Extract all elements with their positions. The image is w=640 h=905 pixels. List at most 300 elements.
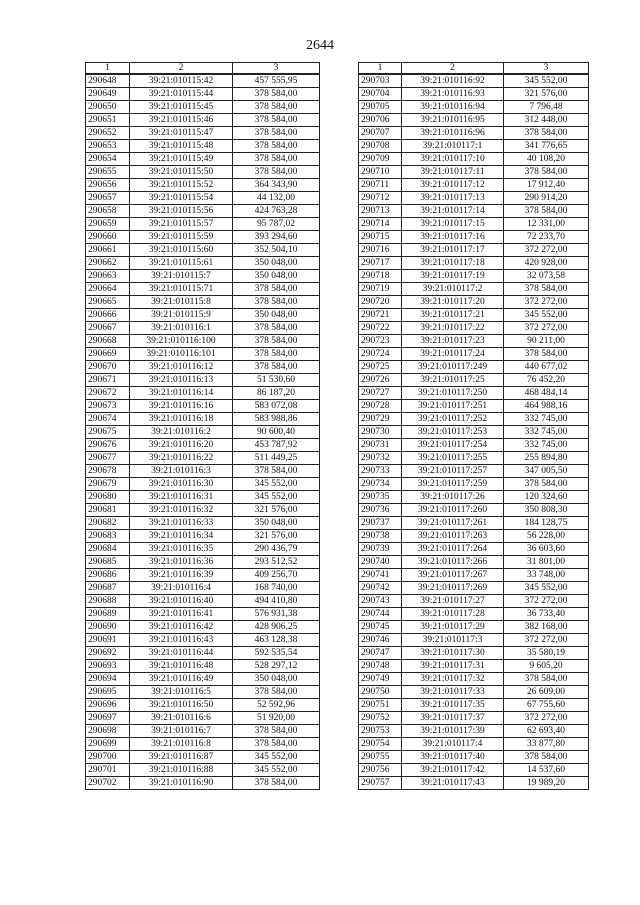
record-number-cell: 290667 (86, 322, 130, 335)
record-number-cell: 290678 (86, 465, 130, 478)
table-row (359, 244, 589, 257)
cadastral-number-cell: 39:21:010117:260 (402, 504, 504, 517)
record-number-cell: 290730 (359, 426, 402, 439)
record-number-cell: 290738 (359, 530, 402, 543)
cadastral-value-cell: 184 128,75 (504, 517, 589, 530)
table-row (359, 582, 589, 595)
record-number-cell: 290753 (359, 725, 402, 738)
record-number-cell: 290697 (86, 712, 130, 725)
record-number-cell: 290671 (86, 374, 130, 387)
record-number-cell: 290657 (86, 192, 130, 205)
table-row (86, 530, 320, 543)
cadastral-number-cell: 39:21:010117:32 (402, 673, 504, 686)
cadastral-number-cell: 39:21:010116:8 (130, 738, 233, 751)
table-row (86, 257, 320, 270)
cadastral-value-cell: 44 132,00 (233, 192, 320, 205)
cadastral-value-cell: 321 576,00 (504, 88, 589, 101)
cadastral-number-cell: 39:21:010116:33 (130, 517, 233, 530)
table-row (359, 140, 589, 153)
cadastral-number-cell: 39:21:010115:50 (130, 166, 233, 179)
record-number-cell: 290674 (86, 413, 130, 426)
cadastral-value-cell: 120 324,60 (504, 491, 589, 504)
cadastral-number-cell: 39:21:010117:43 (402, 777, 504, 790)
cadastral-number-cell: 39:21:010117:30 (402, 647, 504, 660)
record-number-cell: 290661 (86, 244, 130, 257)
cadastral-value-cell: 347 005,50 (504, 465, 589, 478)
cadastral-value-cell: 36 733,40 (504, 608, 589, 621)
table-row (359, 569, 589, 582)
cadastral-number-cell: 39:21:010117:42 (402, 764, 504, 777)
cadastral-number-cell: 39:21:010116:31 (130, 491, 233, 504)
record-number-cell: 290714 (359, 218, 402, 231)
table-row (359, 231, 589, 244)
cadastral-value-cell: 378 584,00 (233, 777, 320, 790)
column-header-3: 3 (504, 63, 589, 75)
table-row (359, 751, 589, 764)
record-number-cell: 290691 (86, 634, 130, 647)
cadastral-value-cell: 464 988,16 (504, 400, 589, 413)
cadastral-number-cell: 39:21:010116:6 (130, 712, 233, 725)
record-number-cell: 290653 (86, 140, 130, 153)
cadastral-number-cell: 39:21:010117:259 (402, 478, 504, 491)
table-row (359, 439, 589, 452)
cadastral-value-cell: 350 048,00 (233, 270, 320, 283)
cadastral-number-cell: 39:21:010117:25 (402, 374, 504, 387)
table-row (86, 426, 320, 439)
cadastral-value-cell: 592 535,54 (233, 647, 320, 660)
cadastral-number-cell: 39:21:010115:42 (130, 74, 233, 88)
cadastral-value-cell: 31 801,00 (504, 556, 589, 569)
record-number-cell: 290692 (86, 647, 130, 660)
cadastral-value-cell: 76 452,20 (504, 374, 589, 387)
table-row (359, 348, 589, 361)
cadastral-number-cell: 39:21:010117:21 (402, 309, 504, 322)
cadastral-value-cell: 378 584,00 (233, 686, 320, 699)
table-row (86, 491, 320, 504)
table-row (86, 764, 320, 777)
cadastral-number-cell: 39:21:010117:261 (402, 517, 504, 530)
cadastral-value-cell: 17 912,40 (504, 179, 589, 192)
table-row (86, 738, 320, 751)
table-row (359, 491, 589, 504)
cadastral-value-cell: 40 108,20 (504, 153, 589, 166)
cadastral-value-cell: 9 605,20 (504, 660, 589, 673)
table-row (86, 374, 320, 387)
cadastral-number-cell: 39:21:010117:27 (402, 595, 504, 608)
record-number-cell: 290702 (86, 777, 130, 790)
cadastral-number-cell: 39:21:010117:3 (402, 634, 504, 647)
cadastral-number-cell: 39:21:010116:96 (402, 127, 504, 140)
cadastral-value-cell: 255 894,80 (504, 452, 589, 465)
cadastral-value-cell: 36 603,60 (504, 543, 589, 556)
table-row (359, 608, 589, 621)
table-row (86, 647, 320, 660)
cadastral-value-cell: 511 449,25 (233, 452, 320, 465)
cadastral-value-cell: 372 272,00 (504, 244, 589, 257)
cadastral-value-cell: 345 552,00 (504, 309, 589, 322)
table-row (86, 296, 320, 309)
record-number-cell: 290689 (86, 608, 130, 621)
record-number-cell: 290717 (359, 257, 402, 270)
cadastral-number-cell: 39:21:010115:57 (130, 218, 233, 231)
table-row (359, 361, 589, 374)
cadastral-number-cell: 39:21:010115:48 (130, 140, 233, 153)
table-row (86, 686, 320, 699)
cadastral-number-cell: 39:21:010116:92 (402, 74, 504, 88)
cadastral-value-cell: 393 294,60 (233, 231, 320, 244)
record-number-cell: 290734 (359, 478, 402, 491)
cadastral-number-cell: 39:21:010117:17 (402, 244, 504, 257)
cadastral-number-cell: 39:21:010115:56 (130, 205, 233, 218)
record-number-cell: 290681 (86, 504, 130, 517)
cadastral-value-cell: 312 448,00 (504, 114, 589, 127)
table-row (359, 205, 589, 218)
registry-table-left (85, 62, 320, 790)
table-row (86, 348, 320, 361)
cadastral-number-cell: 39:21:010116:40 (130, 595, 233, 608)
record-number-cell: 290698 (86, 725, 130, 738)
cadastral-value-cell: 352 504,10 (233, 244, 320, 257)
cadastral-value-cell: 528 297,12 (233, 660, 320, 673)
cadastral-value-cell: 378 584,00 (233, 465, 320, 478)
cadastral-value-cell: 378 584,00 (233, 296, 320, 309)
table-row (359, 465, 589, 478)
cadastral-number-cell: 39:21:010116:94 (402, 101, 504, 114)
record-number-cell: 290699 (86, 738, 130, 751)
cadastral-number-cell: 39:21:010116:87 (130, 751, 233, 764)
cadastral-value-cell: 345 552,00 (233, 491, 320, 504)
record-number-cell: 290701 (86, 764, 130, 777)
table-row (86, 660, 320, 673)
record-number-cell: 290693 (86, 660, 130, 673)
cadastral-number-cell: 39:21:010115:46 (130, 114, 233, 127)
table-row (359, 101, 589, 114)
table-row (359, 647, 589, 660)
table-row (86, 634, 320, 647)
record-number-cell: 290721 (359, 309, 402, 322)
table-row (359, 270, 589, 283)
table-row (359, 530, 589, 543)
table-row (86, 166, 320, 179)
record-number-cell: 290686 (86, 569, 130, 582)
cadastral-value-cell: 378 584,00 (233, 361, 320, 374)
cadastral-value-cell: 378 584,00 (504, 205, 589, 218)
record-number-cell: 290652 (86, 127, 130, 140)
record-number-cell: 290733 (359, 465, 402, 478)
record-number-cell: 290684 (86, 543, 130, 556)
cadastral-number-cell: 39:21:010117:4 (402, 738, 504, 751)
cadastral-number-cell: 39:21:010116:30 (130, 478, 233, 491)
cadastral-number-cell: 39:21:010117:28 (402, 608, 504, 621)
table-row (86, 751, 320, 764)
table-row (86, 582, 320, 595)
cadastral-number-cell: 39:21:010116:43 (130, 634, 233, 647)
record-number-cell: 290680 (86, 491, 130, 504)
table-row (359, 387, 589, 400)
cadastral-value-cell: 382 168,00 (504, 621, 589, 634)
cadastral-number-cell: 39:21:010117:263 (402, 530, 504, 543)
cadastral-number-cell: 39:21:010117:255 (402, 452, 504, 465)
cadastral-value-cell: 453 787,92 (233, 439, 320, 452)
table-row (359, 166, 589, 179)
column-header-3: 3 (233, 63, 320, 75)
record-number-cell: 290688 (86, 595, 130, 608)
table-row (359, 595, 589, 608)
table-row (359, 413, 589, 426)
cadastral-value-cell: 321 576,00 (233, 504, 320, 517)
cadastral-number-cell: 39:21:010117:266 (402, 556, 504, 569)
record-number-cell: 290672 (86, 387, 130, 400)
record-number-cell: 290656 (86, 179, 130, 192)
record-number-cell: 290747 (359, 647, 402, 660)
table-row (86, 88, 320, 101)
page-number: 2644 (306, 38, 334, 53)
record-number-cell: 290741 (359, 569, 402, 582)
record-number-cell: 290715 (359, 231, 402, 244)
table-row (359, 452, 589, 465)
cadastral-value-cell: 372 272,00 (504, 322, 589, 335)
table-row (86, 478, 320, 491)
cadastral-value-cell: 332 745,00 (504, 439, 589, 452)
record-number-cell: 290648 (86, 74, 130, 88)
cadastral-number-cell: 39:21:010117:15 (402, 218, 504, 231)
cadastral-number-cell: 39:21:010115:47 (130, 127, 233, 140)
record-number-cell: 290649 (86, 88, 130, 101)
record-number-cell: 290744 (359, 608, 402, 621)
cadastral-value-cell: 378 584,00 (233, 322, 320, 335)
record-number-cell: 290740 (359, 556, 402, 569)
record-number-cell: 290668 (86, 335, 130, 348)
table-row (359, 257, 589, 270)
cadastral-value-cell: 583 072,08 (233, 400, 320, 413)
cadastral-number-cell: 39:21:010116:101 (130, 348, 233, 361)
cadastral-value-cell: 372 272,00 (504, 712, 589, 725)
cadastral-value-cell: 95 787,02 (233, 218, 320, 231)
record-number-cell: 290706 (359, 114, 402, 127)
cadastral-value-cell: 378 584,00 (233, 114, 320, 127)
cadastral-value-cell: 90 600,40 (233, 426, 320, 439)
cadastral-value-cell: 7 796,48 (504, 101, 589, 114)
table-row (86, 101, 320, 114)
record-number-cell: 290754 (359, 738, 402, 751)
record-number-cell: 290726 (359, 374, 402, 387)
record-number-cell: 290673 (86, 400, 130, 413)
cadastral-number-cell: 39:21:010115:7 (130, 270, 233, 283)
record-number-cell: 290729 (359, 413, 402, 426)
record-number-cell: 290719 (359, 283, 402, 296)
table-row (359, 621, 589, 634)
cadastral-number-cell: 39:21:010116:41 (130, 608, 233, 621)
table-row (86, 452, 320, 465)
record-number-cell: 290650 (86, 101, 130, 114)
table-row (359, 686, 589, 699)
table-row (86, 140, 320, 153)
table-row (359, 634, 589, 647)
cadastral-value-cell: 67 755,60 (504, 699, 589, 712)
table-header-row (359, 63, 589, 75)
table-row (86, 699, 320, 712)
table-row (86, 517, 320, 530)
table-row (86, 608, 320, 621)
cadastral-number-cell: 39:21:010117:20 (402, 296, 504, 309)
record-number-cell: 290664 (86, 283, 130, 296)
cadastral-number-cell: 39:21:010116:7 (130, 725, 233, 738)
cadastral-number-cell: 39:21:010117:252 (402, 413, 504, 426)
table-row (86, 218, 320, 231)
cadastral-number-cell: 39:21:010115:60 (130, 244, 233, 257)
record-number-cell: 290722 (359, 322, 402, 335)
cadastral-value-cell: 576 931,38 (233, 608, 320, 621)
table-row (86, 179, 320, 192)
record-number-cell: 290707 (359, 127, 402, 140)
cadastral-value-cell: 341 776,65 (504, 140, 589, 153)
cadastral-value-cell: 32 073,58 (504, 270, 589, 283)
cadastral-number-cell: 39:21:010117:40 (402, 751, 504, 764)
table-row (86, 322, 320, 335)
cadastral-value-cell: 378 584,00 (233, 140, 320, 153)
record-number-cell: 290751 (359, 699, 402, 712)
cadastral-value-cell: 19 989,20 (504, 777, 589, 790)
record-number-cell: 290659 (86, 218, 130, 231)
column-header-2: 2 (402, 63, 504, 75)
table-row (86, 465, 320, 478)
cadastral-number-cell: 39:21:010115:71 (130, 283, 233, 296)
cadastral-number-cell: 39:21:010116:34 (130, 530, 233, 543)
cadastral-value-cell: 345 552,00 (504, 582, 589, 595)
cadastral-value-cell: 378 584,00 (233, 166, 320, 179)
cadastral-value-cell: 378 584,00 (233, 153, 320, 166)
cadastral-value-cell: 290 914,20 (504, 192, 589, 205)
cadastral-number-cell: 39:21:010116:42 (130, 621, 233, 634)
table-row (359, 374, 589, 387)
cadastral-number-cell: 39:21:010116:3 (130, 465, 233, 478)
table-row (359, 283, 589, 296)
cadastral-value-cell: 350 808,30 (504, 504, 589, 517)
cadastral-number-cell: 39:21:010116:35 (130, 543, 233, 556)
table-row (86, 309, 320, 322)
cadastral-value-cell: 62 693,40 (504, 725, 589, 738)
cadastral-number-cell: 39:21:010116:100 (130, 335, 233, 348)
table-header-row (86, 63, 320, 75)
table-row (86, 413, 320, 426)
table-row (86, 270, 320, 283)
record-number-cell: 290743 (359, 595, 402, 608)
table-row (86, 192, 320, 205)
record-number-cell: 290690 (86, 621, 130, 634)
cadastral-number-cell: 39:21:010115:45 (130, 101, 233, 114)
table-row (86, 361, 320, 374)
record-number-cell: 290660 (86, 231, 130, 244)
cadastral-number-cell: 39:21:010115:61 (130, 257, 233, 270)
cadastral-value-cell: 14 537,60 (504, 764, 589, 777)
cadastral-value-cell: 457 555,95 (233, 74, 320, 88)
cadastral-value-cell: 332 745,00 (504, 413, 589, 426)
cadastral-number-cell: 39:21:010115:54 (130, 192, 233, 205)
table-row (359, 673, 589, 686)
column-header-1: 1 (86, 63, 130, 75)
cadastral-value-cell: 26 609,00 (504, 686, 589, 699)
table-row (359, 153, 589, 166)
record-number-cell: 290739 (359, 543, 402, 556)
record-number-cell: 290735 (359, 491, 402, 504)
cadastral-number-cell: 39:21:010116:13 (130, 374, 233, 387)
table-row (86, 283, 320, 296)
table-row (86, 712, 320, 725)
cadastral-number-cell: 39:21:010116:1 (130, 322, 233, 335)
record-number-cell: 290728 (359, 400, 402, 413)
cadastral-value-cell: 440 677,02 (504, 361, 589, 374)
cadastral-number-cell: 39:21:010117:253 (402, 426, 504, 439)
record-number-cell: 290720 (359, 296, 402, 309)
cadastral-number-cell: 39:21:010115:44 (130, 88, 233, 101)
table-row (86, 114, 320, 127)
cadastral-number-cell: 39:21:010116:22 (130, 452, 233, 465)
record-number-cell: 290685 (86, 556, 130, 569)
cadastral-number-cell: 39:21:010117:37 (402, 712, 504, 725)
registry-table-right (358, 62, 589, 790)
record-number-cell: 290651 (86, 114, 130, 127)
cadastral-number-cell: 39:21:010117:31 (402, 660, 504, 673)
table-row (359, 88, 589, 101)
cadastral-number-cell: 39:21:010115:9 (130, 309, 233, 322)
table-row (86, 595, 320, 608)
cadastral-number-cell: 39:21:010117:249 (402, 361, 504, 374)
record-number-cell: 290750 (359, 686, 402, 699)
cadastral-number-cell: 39:21:010117:11 (402, 166, 504, 179)
cadastral-value-cell: 350 048,00 (233, 517, 320, 530)
record-number-cell: 290682 (86, 517, 130, 530)
table-row (86, 543, 320, 556)
record-number-cell: 290749 (359, 673, 402, 686)
cadastral-number-cell: 39:21:010116:36 (130, 556, 233, 569)
cadastral-value-cell: 345 552,00 (504, 74, 589, 88)
cadastral-value-cell: 345 552,00 (233, 478, 320, 491)
cadastral-value-cell: 378 584,00 (233, 88, 320, 101)
cadastral-value-cell: 56 228,00 (504, 530, 589, 543)
table-row (86, 231, 320, 244)
table-row (359, 192, 589, 205)
cadastral-value-cell: 345 552,00 (233, 764, 320, 777)
record-number-cell: 290666 (86, 309, 130, 322)
table-row (359, 478, 589, 491)
cadastral-value-cell: 372 272,00 (504, 595, 589, 608)
table-row (359, 114, 589, 127)
cadastral-number-cell: 39:21:010117:267 (402, 569, 504, 582)
record-number-cell: 290745 (359, 621, 402, 634)
table-row (359, 725, 589, 738)
table-row (359, 699, 589, 712)
cadastral-number-cell: 39:21:010117:23 (402, 335, 504, 348)
table-row (86, 556, 320, 569)
record-number-cell: 290746 (359, 634, 402, 647)
cadastral-value-cell: 364 343,90 (233, 179, 320, 192)
table-row (359, 218, 589, 231)
cadastral-value-cell: 293 512,52 (233, 556, 320, 569)
cadastral-value-cell: 378 584,00 (233, 725, 320, 738)
cadastral-number-cell: 39:21:010116:49 (130, 673, 233, 686)
cadastral-value-cell: 33 748,00 (504, 569, 589, 582)
table-row (86, 439, 320, 452)
table-row (86, 244, 320, 257)
record-number-cell: 290731 (359, 439, 402, 452)
record-number-cell: 290708 (359, 140, 402, 153)
cadastral-number-cell: 39:21:010117:251 (402, 400, 504, 413)
record-number-cell: 290665 (86, 296, 130, 309)
cadastral-number-cell: 39:21:010116:39 (130, 569, 233, 582)
record-number-cell: 290694 (86, 673, 130, 686)
table-row (86, 725, 320, 738)
cadastral-number-cell: 39:21:010116:4 (130, 582, 233, 595)
